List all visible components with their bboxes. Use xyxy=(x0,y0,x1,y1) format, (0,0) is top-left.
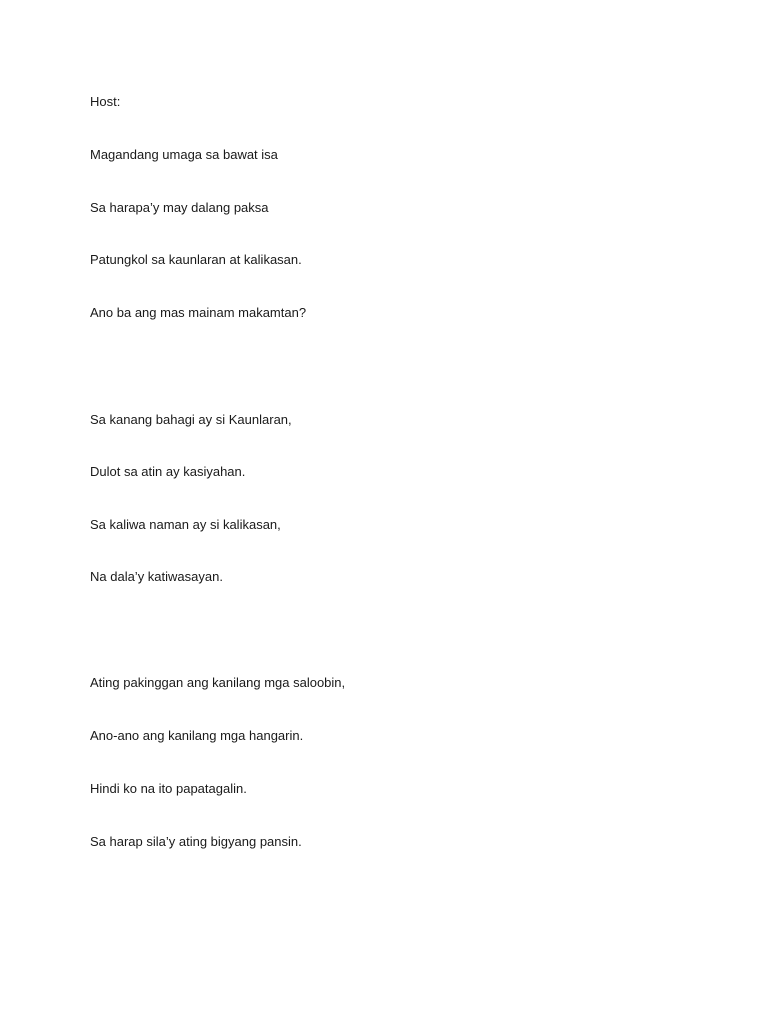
verse-line: Sa harapa’y may dalang paksa xyxy=(90,200,269,215)
verse-line: Patungkol sa kaunlaran at kalikasan. xyxy=(90,252,302,267)
verse-line: Sa harap sila’y ating bigyang pansin. xyxy=(90,834,302,849)
verse-line: Magandang umaga sa bawat isa xyxy=(90,147,278,162)
speaker-label: Host: xyxy=(90,94,121,109)
verse-line: Ano ba ang mas mainam makamtan? xyxy=(90,305,307,320)
verse-line: Sa kaliwa naman ay si kalikasan, xyxy=(90,517,281,532)
verse-line: Dulot sa atin ay kasiyahan. xyxy=(90,464,246,479)
verse-line: Na dala’y katiwasayan. xyxy=(90,569,223,584)
verse-line: Ano-ano ang kanilang mga hangarin. xyxy=(90,728,304,743)
verse-line: Hindi ko na ito papatagalin. xyxy=(90,781,247,796)
verse-line: Ating pakinggan ang kanilang mga saloobin, xyxy=(90,675,346,690)
verse-line: Sa kanang bahagi ay si Kaunlaran, xyxy=(90,412,292,427)
